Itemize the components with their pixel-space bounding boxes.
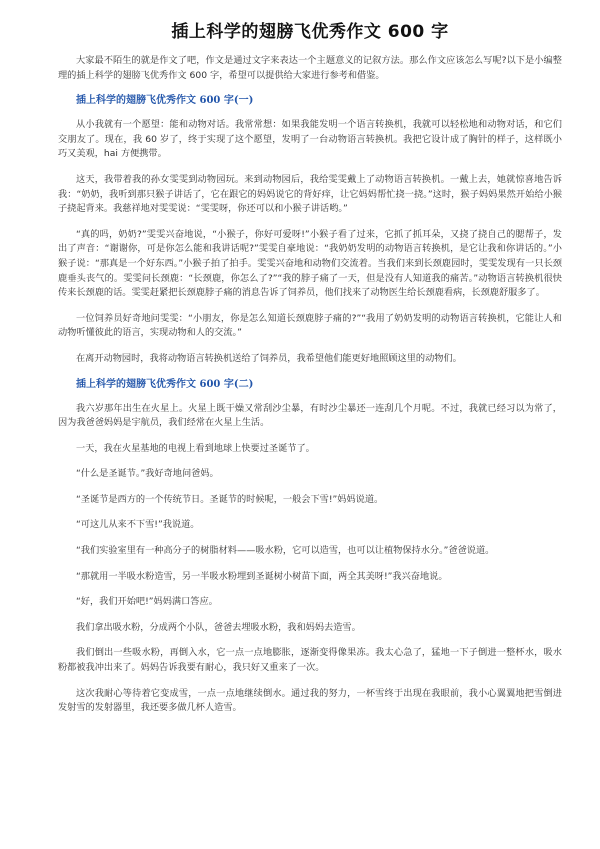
paragraph: 我们倒出一些吸水粉，再倒入水，它一点一点地膨胀，逐渐变得像果冻。我太心急了，猛地一下子倒进一整杯水，吸水粉都被我冲出来了。妈妈告诉我要有耐心，我只好又重来了一次。 xyxy=(58,647,562,674)
paragraph: “真的吗，奶奶?”雯雯兴奋地说，“小猴子，你好可爱呀!”小猴子看了过来，它抓了抓耳朵，又挠了挠自己的腮帮子，发出了声音：“谢谢你，可是你怎么能和我讲话呢?”雯雯自豪地说：“我奶奶发明的动物语言转换机，是它让我和你讲话的。”小猴子说：“那真是一个好东西。”小猴子拍了拍手。雯雯兴奋地和动物们交流着。当我们来到长颈鹿园时，雯雯发现有一只长颈鹿垂头丧气的。雯雯问长颈鹿：“长颈鹿，你怎么了?”“我的脖子痛了一天，但是没有人知道我的痛苦。”动物语言转换机很快传来长颈鹿的话。雯雯赶紧把长颈鹿脖子痛的消息告诉了饲养员，他们找来了动物医生给长颈鹿看病，长颈鹿舒服多了。 xyxy=(58,228,562,299)
paragraph: 我六岁那年出生在火星上。火星上既干燥又常刮沙尘暴，有时沙尘暴还一连刮几个月呢。不过，我就已经习以为常了，因为我爸爸妈妈是宇航员，我们经常在火星上生活。 xyxy=(58,402,562,429)
paragraph: 这次我耐心等待着它变成雪，一点一点地继续倒水。通过我的努力，一杯雪终于出现在我眼前，我小心翼翼地把雪倒进发射雪的发射器里，我还要多做几杯人造雪。 xyxy=(58,687,562,714)
page-title: 插上科学的翅膀飞优秀作文 600 字 xyxy=(171,22,449,42)
section-heading-1: 插上科学的翅膀飞优秀作文 600 字(一) xyxy=(76,95,254,107)
paragraph: “圣诞节是西方的一个传统节日。圣诞节的时候呢，一般会下雪!”妈妈说道。 xyxy=(76,493,384,505)
paragraph: “好，我们开始吧!”妈妈满口答应。 xyxy=(76,596,218,608)
section-heading-2: 插上科学的翅膀飞优秀作文 600 字(二) xyxy=(76,378,254,390)
paragraph: “什么是圣诞节。”我好奇地问爸妈。 xyxy=(76,468,219,480)
paragraph: 在离开动物园时，我将动物语言转换机送给了饲养员，我希望他们能更好地照顾这里的动物们。 xyxy=(76,352,462,364)
paragraph: 一天，我在火星基地的电视上看到地球上快要过圣诞节了。 xyxy=(76,442,315,454)
paragraph: 这天，我带着我的孙女雯雯到动物园玩。来到动物园后，我给雯雯戴上了动物语言转换机。一戴上去，她就惊喜地告诉我：“奶奶，我听到那只猴子讲话了，它在跟它的妈妈说它的背好痒，让它妈妈帮忙挠一挠。”这时，猴子妈妈果然开始给小猴子挠起背来。我慈祥地对雯雯说：“雯雯呀，你还可以和小猴子讲话哟。” xyxy=(58,173,562,215)
paragraph: “那就用一半吸水粉造雪，另一半吸水粉埋到圣诞树小树苗下面，两全其美呀!”我兴奋地说。 xyxy=(76,570,448,582)
paragraph: 我们拿出吸水粉，分成两个小队，爸爸去埋吸水粉，我和妈妈去造雪。 xyxy=(76,621,361,633)
paragraph: “可这儿从来不下雪!”我说道。 xyxy=(76,519,200,531)
paragraph: 从小我就有一个愿望：能和动物对话。我常常想：如果我能发明一个语言转换机，我就可以轻松地和动物对话，和它们交朋友了。现在，我 60 岁了，终于实现了这个愿望，发明了一台动物语言转换机。我把它设计成了胸针的样子，这样既小巧又美观，hai 方便携带。 xyxy=(58,119,562,160)
intro-paragraph: 大家最不陌生的就是作文了吧，作文是通过文字来表达一个主题意义的记叙方法。那么作文应该怎么写呢?以下是小编整理的插上科学的翅膀飞优秀作文 600 字，希望可以提供给大家进行参考和借鉴。 xyxy=(58,55,562,81)
paragraph: 一位饲养员好奇地问雯雯：“小朋友，你是怎么知道长颈鹿脖子痛的?”“我用了奶奶发明的动物语言转换机，它能让人和动物听懂彼此的语言，实现动物和人的交流。” xyxy=(58,312,562,339)
paragraph: “我们实验室里有一种高分子的树脂材料——吸水粉，它可以造雪，也可以让植物保持水分。”爸爸说道。 xyxy=(76,545,495,557)
